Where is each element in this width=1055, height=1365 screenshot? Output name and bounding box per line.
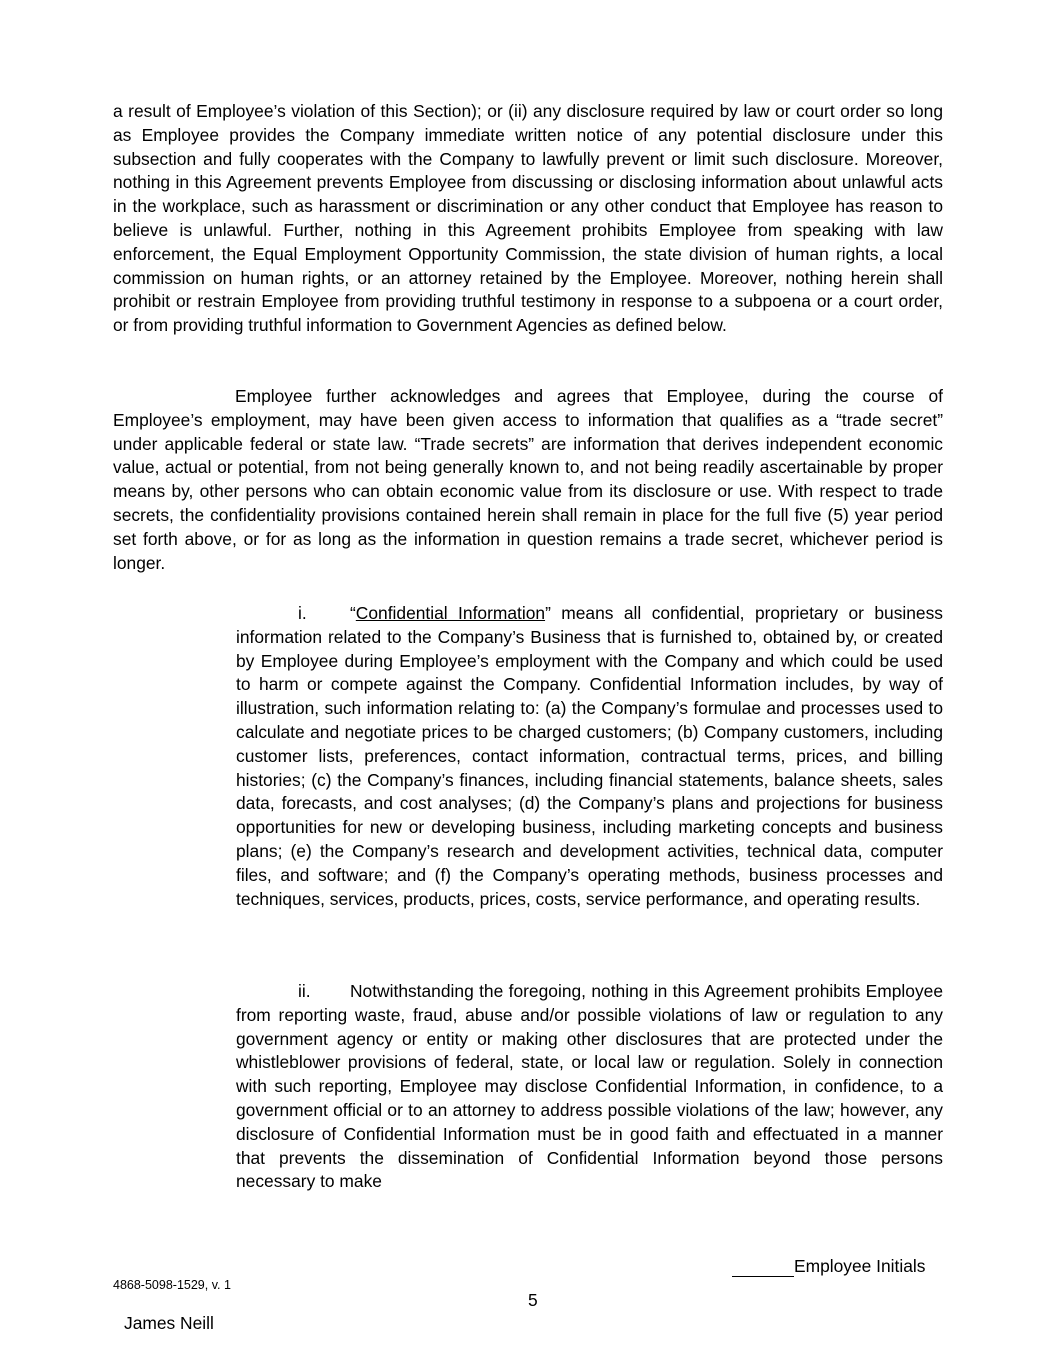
document-id: 4868-5098-1529, v. 1 xyxy=(113,1278,231,1292)
initials-label: Employee Initials xyxy=(794,1256,926,1276)
page-number: 5 xyxy=(528,1290,538,1310)
whistleblower-body: Notwithstanding the foregoing, nothing in this Agreement prohibits Employee from reporting waste, fraud, abuse and/or possible violations of law or regulation to any government agency or entity or making other disclosures that are protected under the whistleblower provisions of federal, state, or local law or regulation. Solely in connection with such reporting, Employee may disclose Confidential Information, in confidence, to a government official or to an attorney to address possible violations of the law; however, any disclosure of Confidential Information must be in good faith and effectuated in a manner that prevents the dissemination of Confidential Information beyond those persons necessary to make xyxy=(236,981,943,1192)
signer-name: James Neill xyxy=(124,1313,214,1333)
defined-term: Confidential Information xyxy=(355,603,546,623)
list-number-ii: ii. xyxy=(298,981,311,1001)
initials-blank-line xyxy=(732,1258,794,1277)
employee-initials-field xyxy=(732,1256,925,1277)
definition-body: ” means all confidential, proprietary or business information related to the Company’s Business that is furnished to, obtained by, or created by Employee during Employee’s employment with the Company and which could be used to harm or compete against the Company. Confidential Information includes, by way of illustration, such information relating to: (a) the Company’s formulae and processes used to calculate and negotiate prices to be charged customers; (b) Company customers, including customer lists, preferences, contact information, contractual terms, prices, and billing histories; (c) the Company’s finances, including financial statements, balance sheets, sales data, forecasts, and cost analyses; (d) the Company’s plans and projections for business opportunities for new or developing business, including marketing concepts and business plans; (e) the Company’s research and development activities, technical data, computer files, and software; and (f) the Company’s operating methods, business processes and techniques, services, products, prices, costs, service performance, and operating results. xyxy=(236,603,943,909)
paragraph-confidential-information xyxy=(236,602,943,911)
paragraph-disclosure-exceptions: a result of Employee’s violation of this Section); or (ii) any disclosure required by law or court order so long as Employee provides the Company immediate written notice of any potential disclosure under this subsection and fully cooperates with the Company to lawfully prevent or limit such disclosure. Moreover, nothing in this Agreement prevents Employee from discussing or disclosing information about unlawful acts in the workplace, such as harassment or discrimination or any other conduct that Employee has reason to believe is unlawful. Further, nothing in this Agreement prohibits Employee from speaking with law enforcement, the Equal Employment Opportunity Commission, the state division of human rights, a local commission on human rights, or an attorney retained by the Employee. Moreover, nothing herein shall prohibit or restrain Employee from providing truthful testimony in response to a subpoena or a court order, or from providing truthful information to Government Agencies as defined below. xyxy=(113,101,943,336)
open-quote: “ xyxy=(350,603,356,623)
paragraph-trade-secrets: Employee further acknowledges and agrees that Employee, during the course of Employee’s employment, may have been given access to information that qualifies as a “trade secret” under applicable federal or state law. “Trade secrets” are information that derives independent economic value, actual or potential, from not being generally known to, and not being readily ascertainable by proper means by, other persons who can obtain economic value from its disclosure or use. With respect to trade secrets, the confidentiality provisions contained herein shall remain in place for the full five (5) year period set forth above, or for as long as the information in question remains a trade secret, whichever period is longer. xyxy=(113,386,943,573)
list-number-i: i. xyxy=(298,603,307,623)
paragraph-whistleblower xyxy=(236,980,943,1194)
